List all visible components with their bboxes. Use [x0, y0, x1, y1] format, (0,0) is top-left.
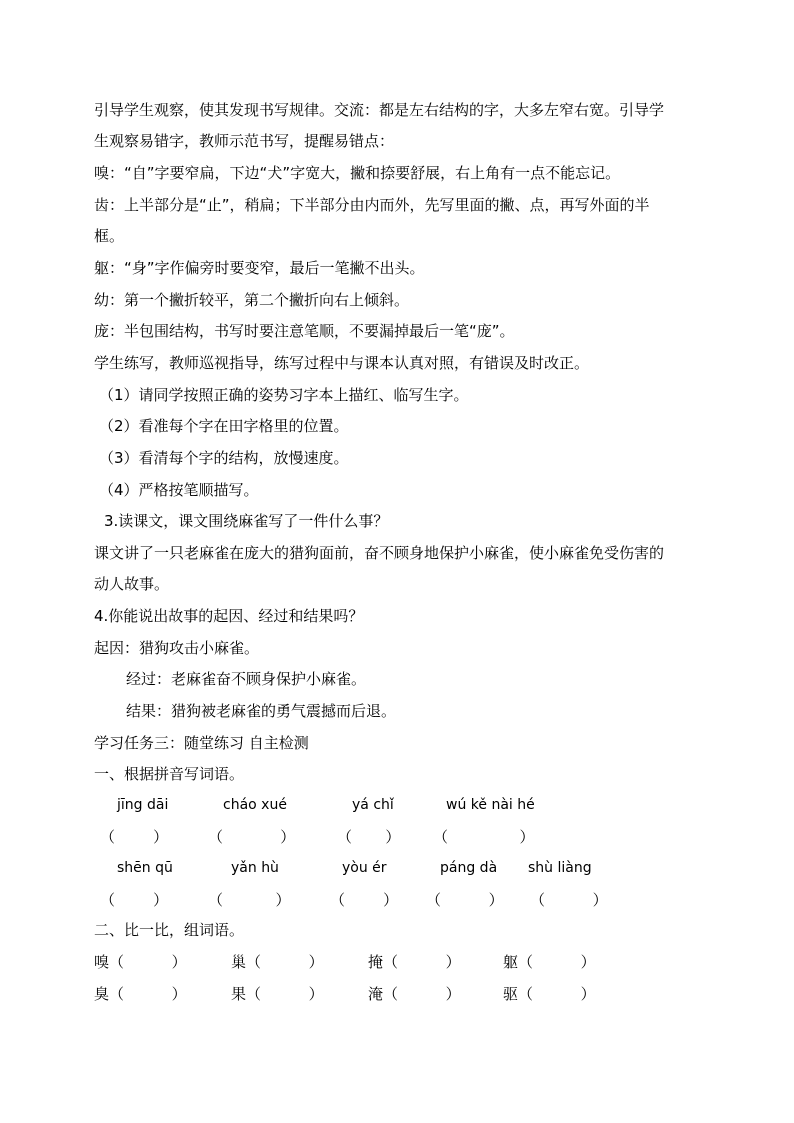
compare-item[interactable]: 嗅（ ）: [94, 953, 187, 971]
section-1-heading: 一、根据拼音写词语。: [94, 765, 245, 783]
pinyin-4: wú kě nài hé: [446, 797, 535, 813]
answer-blank[interactable]: （ ）: [100, 891, 169, 909]
compare-item[interactable]: 淹（ ）: [368, 985, 461, 1003]
compare-item[interactable]: 果（ ）: [231, 985, 324, 1003]
answer-blank[interactable]: （ ）: [208, 828, 296, 846]
pinyin-8: páng dà: [440, 860, 498, 876]
compare-item[interactable]: 臭（ ）: [94, 985, 187, 1003]
compare-item[interactable]: 巢（ ）: [231, 953, 324, 971]
answer-process: 经过：老麻雀奋不顾身保护小麻雀。: [126, 670, 367, 688]
task-three-heading: 学习任务三：随堂练习 自主检测: [94, 734, 309, 752]
paragraph-observe: 引导学生观察，使其发现书写规律。交流：都是左右结构的字，大多左窄右宽。引导学: [94, 101, 665, 119]
section-2-heading: 二、比一比，组词语。: [94, 921, 245, 939]
answer-3-cont: 动人故事。: [94, 575, 170, 593]
answer-blank[interactable]: （ ）: [100, 828, 169, 846]
pinyin-9: shù liàng: [528, 860, 592, 876]
step-3: （3）看清每个字的结构，放慢速度。: [99, 449, 349, 467]
answer-blank[interactable]: （ ）: [433, 828, 535, 846]
pinyin-5: shēn qū: [117, 860, 173, 876]
answer-result: 结果：猎狗被老麻雀的勇气震撼而后退。: [126, 702, 397, 720]
answer-blank[interactable]: （ ）: [530, 891, 608, 909]
paragraph-practice: 学生练写，教师巡视指导，练写过程中与课本认真对照，有错误及时改正。: [94, 354, 590, 372]
note-qu: 躯：“身”字作偏旁时要变窄，最后一笔撇不出头。: [94, 259, 425, 277]
note-xiu: 嗅：“自”字要窄扁，下边“犬”字宽大，撇和捺要舒展，右上角有一点不能忘记。: [94, 164, 621, 182]
question-4: 4.你能说出故事的起因、经过和结果吗？: [94, 607, 364, 625]
answer-cause: 起因：猎狗攻击小麻雀。: [94, 639, 260, 657]
answer-blank[interactable]: （ ）: [426, 891, 504, 909]
note-chi-cont: 框。: [94, 227, 125, 245]
compare-item[interactable]: 掩（ ）: [368, 953, 461, 971]
compare-item[interactable]: 躯（ ）: [503, 953, 596, 971]
step-2: （2）看准每个字在田字格里的位置。: [99, 417, 349, 435]
step-1: （1）请同学按照正确的姿势习字本上描红、临写生字。: [99, 386, 469, 404]
pinyin-1: jīng dāi: [117, 797, 169, 813]
paragraph-observe-cont: 生观察易错字，教师示范书写，提醒易错点：: [94, 132, 395, 150]
answer-3: 课文讲了一只老麻雀在庞大的猎狗面前，奋不顾身地保护小麻雀，使小麻雀免受伤害的: [94, 544, 665, 562]
note-chi: 齿：上半部分是“止”，稍扁；下半部分由内而外，先写里面的撇、点，再写外面的半: [94, 196, 650, 214]
question-3: 3.读课文，课文围绕麻雀写了一件什么事？: [104, 512, 389, 530]
answer-blank[interactable]: （ ）: [337, 828, 401, 846]
note-you: 幼：第一个撇折较平，第二个撇折向右上倾斜。: [94, 291, 410, 309]
pinyin-3: yá chǐ: [352, 797, 394, 813]
pinyin-7: yòu ér: [342, 860, 387, 876]
compare-item[interactable]: 驱（ ）: [503, 985, 596, 1003]
pinyin-2: cháo xué: [223, 797, 287, 813]
answer-blank[interactable]: （ ）: [330, 891, 399, 909]
step-4: （4）严格按笔顺描写。: [99, 481, 259, 499]
answer-blank[interactable]: （ ）: [208, 891, 291, 909]
note-pang: 庞：半包围结构，书写时要注意笔顺，不要漏掉最后一笔“庞”。: [94, 322, 515, 340]
pinyin-6: yǎn hù: [231, 860, 279, 876]
